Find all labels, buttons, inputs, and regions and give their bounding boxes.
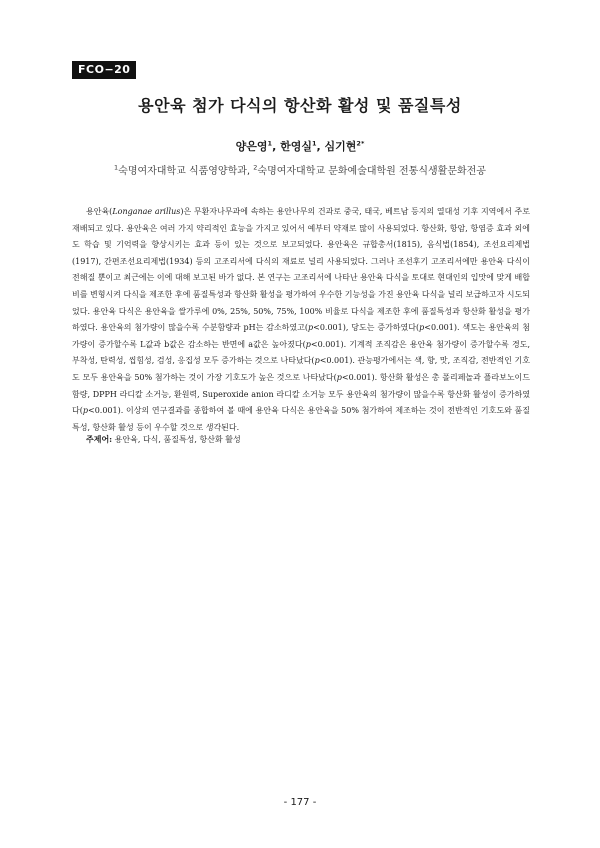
abstract-text: 용안육( — [86, 207, 113, 216]
affiliation-line — [0, 162, 600, 177]
affiliation-text: 숙명여자대학교 식품영양학과, — [118, 166, 254, 177]
keywords-label: 주제어: — [86, 434, 113, 444]
abstract-text: <0.001). 색도는 용안육의 첨가량이 증가할수록 L값과 b값은 감소하는 반면에 a값은 높아졌다( — [72, 323, 530, 349]
p-value-symbol: p — [308, 323, 314, 333]
keywords-text: 용안육, 다식, 품질특성, 항산화 활성 — [112, 435, 241, 444]
abstract-text: <0.001). 항산화 활성은 총 폴리페놀과 플라보노이드 함량, DPPH 라디칼 소거능, 환원력, Superoxide anion 라디칼 소거능 모두 용안육의 첨가량이 많을수록 항산화 활성이 증가하였다( — [72, 372, 530, 416]
author-affiliation-marker: 1 — [267, 139, 273, 148]
p-value-symbol: p — [305, 339, 311, 349]
p-value-symbol: p — [336, 372, 342, 382]
abstract-text: <0.001). 이상의 연구결과를 종합하여 볼 때에 용안육 다식은 용안육을 50% 첨가하여 제조하는 것이 전반적인 기호도와 품질특성, 항산화 활성 등이 우수할 것으로 생각된다. — [72, 406, 530, 432]
author-separator: , — [316, 140, 325, 153]
p-value-symbol: p — [314, 356, 320, 366]
affiliation-marker: 1 — [114, 163, 119, 172]
p-value-symbol: p — [82, 406, 88, 416]
author-name: 심기현 — [324, 140, 357, 153]
affiliation-text: 숙명여자대학교 문화예술대학원 전통식생활문화전공 — [257, 166, 486, 177]
abstract-text: <0.001). 기계적 조직감은 용안육 첨가량이 증가할수록 경도, 부착성, 탄력성, 씹힘성, 검성, 응집성 모두 증가하는 것으로 나타났다( — [72, 339, 530, 366]
session-code-badge: FCO−20 — [72, 61, 136, 79]
p-value-symbol: p — [419, 323, 425, 333]
keywords-line — [72, 432, 530, 447]
abstract-paragraph — [72, 204, 530, 436]
affiliation-marker: 2 — [253, 163, 258, 172]
author-name: 양은영 — [235, 140, 268, 153]
author-affiliation-marker: 1 — [311, 139, 317, 148]
paper-title: 용안육 첨가 다식의 항산화 활성 및 품질특성 — [138, 96, 462, 115]
page-number: - 177 - — [283, 797, 317, 808]
author-separator: , — [272, 140, 281, 153]
scientific-name: Longanae arillus — [112, 207, 181, 216]
abstract-text: )은 무환자나무과에 속하는 용안나무의 건과로 중국, 태국, 베트남 등지의 열대성 기후 지역에서 주로 재배되고 있다. 용안육은 여러 가지 약리적인 효능을 가지고 있어서 예부터 약재로 많이 사용되었다. 항산화, 항암, 항염증 효과 외에도 학습 및 기억력을 향상시키는 효과 등이 있는 것으로 보고되었다. 용안육은 규합총서(1815), 음식법(1854), 조선요리제법(1917), 간편조선요리제법(1934) 등의 고조리서에 다식의 재료로 널리 사용되었다. 그러나 조선후기 고조리서에만 용안육 다식이 전해질 뿐이고 최근에는 이에 대해 보고된 바가 없다. 본 연구는 고조리서에 나타난 용안육 다식을 토대로 현대인의 입맛에 맞게 배합비를 변형시켜 다식을 제조한 후에 품질특성과 항산화 활성을 평가하여 우수한 기능성을 가진 용안육 다식을 널리 보급하고자 시도되었다. 용안육 다식은 용안육을 쌀가루에 0%, 25%, 50%, 75%, 100% 비율로 다식을 제조한 후에 품질특성과 항산화 활성을 평가하였다. 용안육의 첨가량이 많을수록 수분함량과 pH는 감소하였고( — [72, 207, 531, 333]
author-list — [0, 138, 600, 154]
author-affiliation-marker: 2* — [356, 139, 365, 148]
abstract-text: <0.001), 당도는 증가하였다( — [313, 323, 420, 333]
abstract-text: <0.001). 관능평가에서는 색, 향, 맛, 조직감, 전반적인 기호도 모두 용안육을 50% 첨가하는 것이 가장 기호도가 높은 것으로 나타났다( — [72, 356, 530, 382]
author-name: 한영실 — [280, 140, 312, 153]
